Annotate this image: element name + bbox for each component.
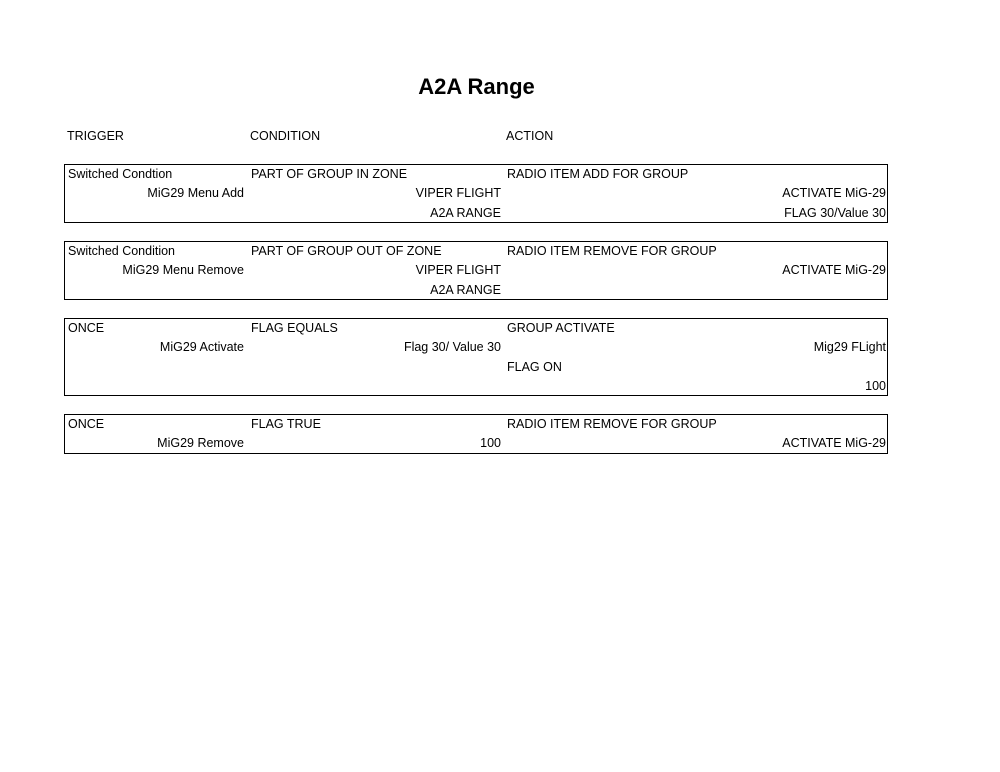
trigger-block-3 bbox=[64, 318, 888, 396]
condition-type: FLAG TRUE bbox=[251, 417, 321, 431]
block-row bbox=[65, 358, 887, 377]
condition-value: Flag 30/ Value 30 bbox=[403, 340, 501, 355]
header-trigger: TRIGGER bbox=[67, 129, 124, 143]
action-value: 100 bbox=[865, 378, 886, 393]
header-action: ACTION bbox=[506, 129, 554, 143]
action-value: ACTIVATE MiG-29 bbox=[782, 436, 886, 451]
action-type: RADIO ITEM REMOVE FOR GROUP bbox=[507, 244, 717, 258]
action-value: ACTIVATE MiG-29 bbox=[782, 186, 886, 201]
trigger-type: Switched Condtion bbox=[68, 167, 173, 181]
block-row bbox=[65, 281, 887, 300]
condition-type: PART OF GROUP IN ZONE bbox=[251, 167, 408, 181]
condition-zone: A2A RANGE bbox=[430, 282, 501, 297]
trigger-block-2 bbox=[64, 241, 888, 300]
trigger-name: MiG29 Menu Add bbox=[147, 186, 244, 201]
block-row bbox=[65, 184, 887, 203]
condition-group: VIPER FLIGHT bbox=[415, 186, 501, 201]
action-value: FLAG 30/Value 30 bbox=[784, 205, 886, 220]
block-row bbox=[65, 261, 887, 280]
block-row bbox=[65, 377, 887, 396]
block-row bbox=[65, 242, 887, 261]
block-row bbox=[65, 165, 887, 184]
condition-value: 100 bbox=[480, 436, 501, 451]
condition-type: PART OF GROUP OUT OF ZONE bbox=[251, 244, 442, 258]
block-row bbox=[65, 204, 887, 223]
action-type: RADIO ITEM REMOVE FOR GROUP bbox=[507, 417, 717, 431]
block-row bbox=[65, 415, 887, 434]
trigger-block-4 bbox=[64, 414, 888, 454]
action-type: FLAG ON bbox=[507, 359, 562, 374]
block-row bbox=[65, 434, 887, 453]
page-title: A2A Range bbox=[418, 74, 535, 99]
header-condition: CONDITION bbox=[250, 129, 321, 143]
trigger-type: ONCE bbox=[68, 417, 105, 431]
column-headers bbox=[64, 129, 888, 145]
trigger-block-1 bbox=[64, 164, 888, 223]
action-type: GROUP ACTIVATE bbox=[507, 321, 615, 335]
trigger-type: Switched Condition bbox=[68, 244, 176, 258]
block-row bbox=[65, 338, 887, 357]
condition-type: FLAG EQUALS bbox=[251, 321, 338, 335]
action-value: ACTIVATE MiG-29 bbox=[782, 263, 886, 278]
condition-zone: A2A RANGE bbox=[430, 205, 501, 220]
block-row bbox=[65, 319, 887, 338]
trigger-name: MiG29 Menu Remove bbox=[122, 263, 244, 278]
condition-group: VIPER FLIGHT bbox=[415, 263, 501, 278]
trigger-name: MiG29 Remove bbox=[157, 436, 244, 451]
action-value: Mig29 FLight bbox=[813, 340, 886, 355]
trigger-name: MiG29 Activate bbox=[159, 340, 244, 355]
trigger-type: ONCE bbox=[68, 321, 105, 335]
action-type: RADIO ITEM ADD FOR GROUP bbox=[507, 167, 689, 181]
